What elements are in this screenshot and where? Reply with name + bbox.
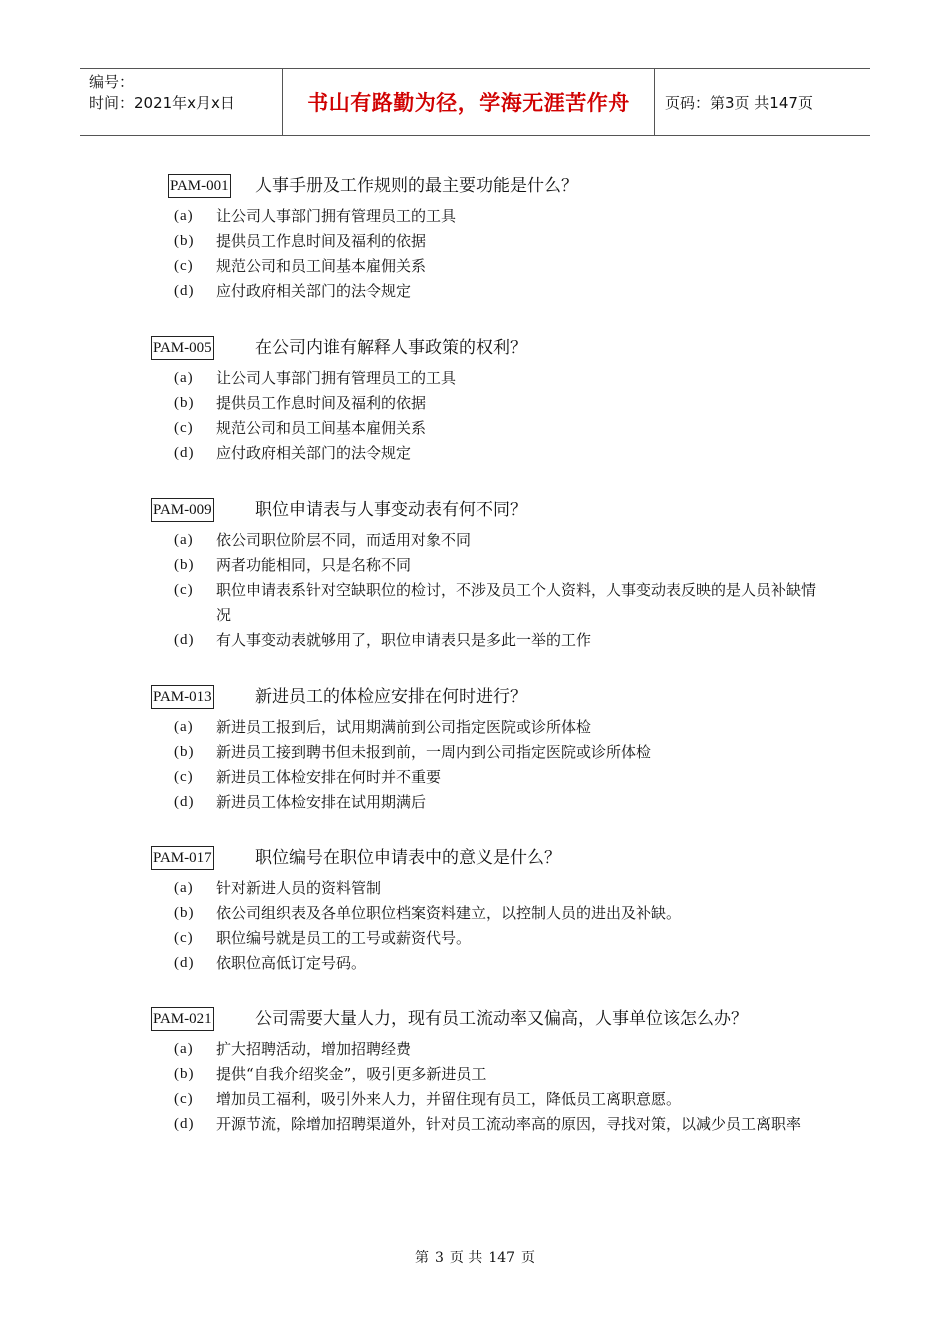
option-text: 职位编号就是员工的工号或薪资代号。 — [216, 929, 472, 947]
option-item — [0, 1112, 950, 1137]
option-text: 让公司人事部门拥有管理员工的工具 — [216, 369, 457, 387]
option-label: (c) — [174, 582, 194, 598]
option-text: 应付政府相关部门的法令规定 — [216, 444, 412, 462]
option-item — [0, 765, 950, 790]
option-text: 扩大招聘活动，增加招聘经费 — [216, 1040, 412, 1058]
question-code: PAM-021 — [151, 1007, 214, 1031]
question-block — [0, 498, 950, 649]
option-text: 两者功能相同，只是名称不同 — [216, 556, 412, 574]
option-text: 新进员工体检安排在何时并不重要 — [216, 768, 442, 786]
question-text: 人事手册及工作规则的最主要功能是什么？ — [255, 176, 578, 196]
question-code: PAM-001 — [168, 174, 231, 198]
option-text: 依公司组织表及各单位职位档案资料建立，以控制人员的进出及补缺。 — [216, 904, 682, 922]
option-item — [0, 901, 950, 926]
question-text: 职位申请表与人事变动表有何不同？ — [255, 500, 527, 520]
option-text: 有人事变动表就够用了，职位申请表只是多此一举的工作 — [216, 631, 592, 649]
option-label: (a) — [174, 880, 194, 896]
option-label: (a) — [174, 719, 194, 735]
question-code: PAM-005 — [151, 336, 214, 360]
option-label: (a) — [174, 532, 194, 548]
option-label: (b) — [174, 744, 195, 760]
option-label: (b) — [174, 395, 195, 411]
question-code: PAM-013 — [151, 685, 214, 709]
option-label: (d) — [174, 955, 195, 971]
option-text: 规范公司和员工间基本雇佣关系 — [216, 257, 427, 275]
footer-total: 147 — [488, 1250, 516, 1266]
option-item — [0, 254, 950, 279]
option-item — [0, 740, 950, 765]
option-item — [0, 441, 950, 466]
option-text: 提供员工作息时间及福利的依据 — [216, 394, 427, 412]
footer-mid: 页 共 — [449, 1250, 483, 1266]
question-block — [0, 1007, 950, 1133]
option-text: 规范公司和员工间基本雇佣关系 — [216, 419, 427, 437]
header-motto: 书山有路勤为径，学海无涯苦作舟 — [282, 69, 655, 135]
question-text: 职位编号在职位申请表中的意义是什么？ — [255, 848, 561, 868]
option-item — [0, 366, 950, 391]
option-text: 新进员工体检安排在试用期满后 — [216, 793, 427, 811]
option-text: 提供“自我介绍奖金”，吸引更多新进员工 — [216, 1065, 487, 1083]
option-label: (a) — [174, 208, 194, 224]
question-code: PAM-017 — [151, 846, 214, 870]
option-text: 让公司人事部门拥有管理员工的工具 — [216, 207, 457, 225]
option-item — [0, 204, 950, 229]
option-item — [0, 715, 950, 740]
option-text: 新进员工接到聘书但未报到前，一周内到公司指定医院或诊所体检 — [216, 743, 652, 761]
question-code: PAM-009 — [151, 498, 214, 522]
number-label: 编号： — [89, 73, 135, 91]
option-label: (d) — [174, 632, 195, 648]
option-label: (b) — [174, 233, 195, 249]
page-footer — [0, 1247, 950, 1267]
option-item — [0, 790, 950, 815]
option-item — [0, 1037, 950, 1062]
option-item — [0, 229, 950, 254]
option-label: (d) — [174, 1116, 195, 1132]
option-label: (c) — [174, 420, 194, 436]
option-text: 针对新进人员的资料管制 — [216, 879, 382, 897]
option-label: (c) — [174, 1091, 194, 1107]
option-label: (a) — [174, 370, 194, 386]
header-page-info: 页码：第3页 共147页 — [665, 93, 813, 112]
option-item — [0, 391, 950, 416]
option-item — [0, 528, 950, 553]
question-text: 在公司内谁有解释人事政策的权利？ — [255, 338, 527, 358]
page-header — [80, 68, 870, 136]
option-text: 开源节流，除增加招聘渠道外，针对员工流动率高的原因，寻找对策，以减少员工离职率 — [216, 1115, 802, 1133]
question-block — [0, 336, 950, 462]
option-text: 新进员工报到后，试用期满前到公司指定医院或诊所体检 — [216, 718, 592, 736]
option-text: 提供员工作息时间及福利的依据 — [216, 232, 427, 250]
option-label: (b) — [174, 557, 195, 573]
option-item — [0, 1062, 950, 1087]
option-item — [0, 578, 950, 628]
option-text: 应付政府相关部门的法令规定 — [216, 282, 412, 300]
question-text: 公司需要大量人力，现有员工流动率又偏高，人事单位该怎么办？ — [255, 1009, 748, 1029]
option-label: (b) — [174, 905, 195, 921]
option-label: (d) — [174, 794, 195, 810]
option-text: 依公司职位阶层不同，而适用对象不同 — [216, 531, 472, 549]
footer-suffix: 页 — [521, 1250, 536, 1266]
time-label: 时间：2021年x月x日 — [89, 94, 235, 112]
option-item — [0, 951, 950, 976]
option-label: (d) — [174, 445, 195, 461]
option-item — [0, 553, 950, 578]
option-item — [0, 926, 950, 951]
option-label: (d) — [174, 283, 195, 299]
option-item — [0, 876, 950, 901]
question-block — [0, 685, 950, 811]
question-block — [0, 846, 950, 972]
option-label: (b) — [174, 1066, 195, 1082]
option-text: 增加员工福利，吸引外来人力，并留住现有员工，降低员工离职意愿。 — [216, 1090, 682, 1108]
question-block — [0, 174, 950, 300]
option-label: (a) — [174, 1041, 194, 1057]
footer-page: 3 — [434, 1250, 444, 1266]
option-item — [0, 416, 950, 441]
option-label: (c) — [174, 769, 194, 785]
option-label: (c) — [174, 258, 194, 274]
option-text: 职位申请表系针对空缺职位的检讨，不涉及员工个人资料，人事变动表反映的是人员补缺情况 — [216, 581, 817, 624]
option-label: (c) — [174, 930, 194, 946]
footer-prefix: 第 — [414, 1250, 429, 1266]
question-text: 新进员工的体检应安排在何时进行？ — [255, 687, 527, 707]
option-item — [0, 279, 950, 304]
option-item — [0, 1087, 950, 1112]
option-item — [0, 628, 950, 653]
option-text: 依职位高低订定号码。 — [216, 954, 367, 972]
header-meta — [80, 69, 282, 135]
